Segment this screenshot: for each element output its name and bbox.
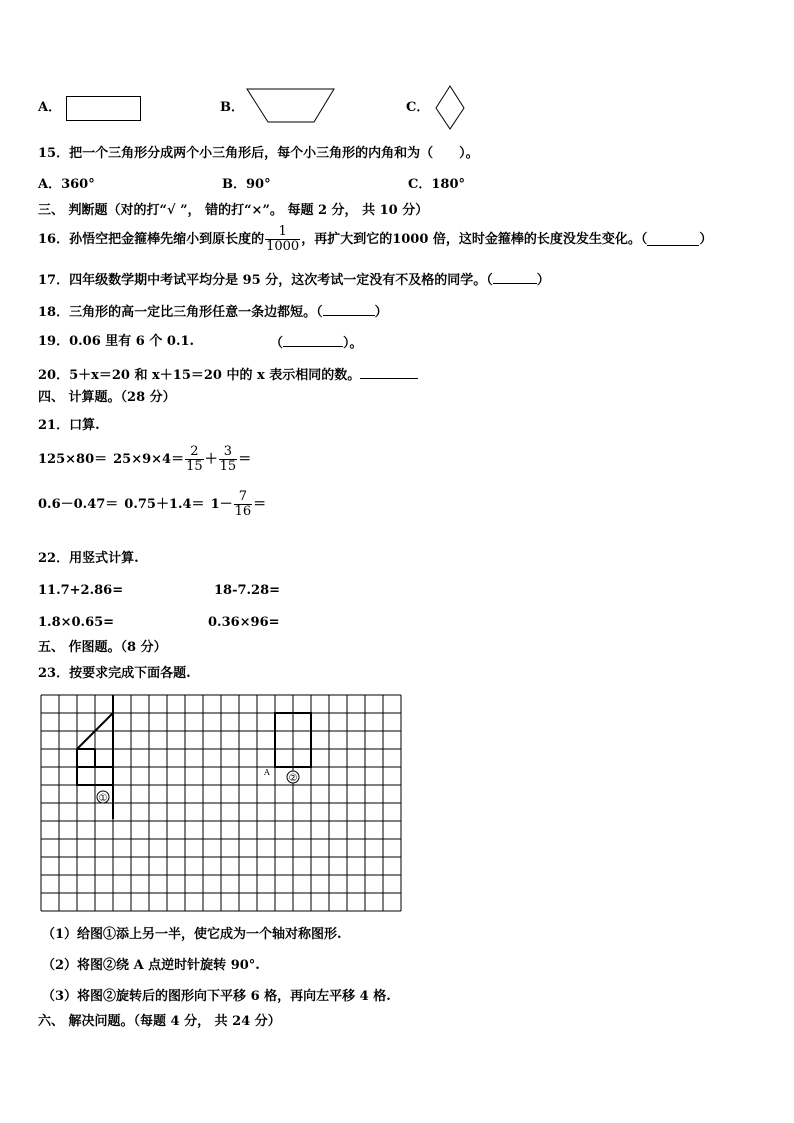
q18-text-end: ） bbox=[374, 305, 388, 320]
q21-fraction-1 bbox=[185, 445, 204, 474]
q18-answer-blank[interactable] bbox=[323, 303, 375, 316]
q21-fraction-1-numerator: 2 bbox=[190, 444, 199, 459]
q16-fraction bbox=[265, 225, 300, 254]
q21-expr-1: 125×80＝ bbox=[38, 451, 108, 467]
q21-expr-5: 0.75＋1.4＝ bbox=[124, 496, 205, 512]
q20-answer-blank[interactable] bbox=[360, 366, 418, 379]
q21-fraction-2-numerator: 3 bbox=[223, 444, 233, 459]
q21-fraction-1-denominator: 15 bbox=[186, 459, 203, 474]
rhombus-shape bbox=[434, 85, 466, 131]
trapezoid-shape bbox=[246, 88, 336, 124]
q21-fraction-2 bbox=[219, 445, 238, 474]
q22-expr-2: 18-7.28= bbox=[214, 583, 281, 598]
rectangle-shape bbox=[66, 96, 141, 121]
q16-text-post: ，再扩大到它的1000 倍，这时金箍棒的长度没发生变化。（ bbox=[301, 231, 648, 247]
section-3-heading: 三、 判断题（对的打“√ ”， 错的打“×”。 每题 2 分， 共 10 分） bbox=[38, 203, 429, 218]
q15-question: 15．把一个三角形分成两个小三角形后，每个小三角形的内角和为（ ）。 bbox=[38, 146, 479, 161]
q17-answer-blank[interactable] bbox=[493, 271, 537, 284]
q16-fraction-denominator: 1000 bbox=[266, 239, 300, 254]
q22-expr-3: 1.8×0.65= bbox=[38, 615, 115, 630]
point-a-label: A bbox=[264, 768, 270, 777]
q19-open: （ bbox=[270, 336, 284, 351]
q14-option-c-label: C． bbox=[406, 100, 430, 115]
q19-answer-blank[interactable] bbox=[283, 334, 343, 347]
q19-text-end: ）。 bbox=[343, 336, 363, 351]
q20-text: 20．5＋x＝20 和 x＋15＝20 中的 x 表示相同的数。 bbox=[38, 368, 361, 383]
q17-text-end: ） bbox=[536, 273, 550, 288]
q18-question bbox=[38, 303, 388, 321]
q19-question: 19．0.06 里有 6 个 0.1. bbox=[38, 334, 195, 349]
q14-option-b-label: B． bbox=[220, 100, 244, 115]
q21-fraction-3-denominator: 16 bbox=[234, 504, 252, 519]
q21-expr-4: 0.6－0.47＝ bbox=[38, 496, 119, 512]
q16-text-pre: 16．孙悟空把金箍棒先缩小到原长度的 bbox=[38, 231, 265, 247]
q18-text: 18．三角形的高一定比三角形任意一条边都短。（ bbox=[38, 305, 323, 320]
q22-expr-4: 0.36×96= bbox=[208, 615, 280, 630]
q23-sub-3: （3）将图②旋转后的图形向下平移 6 格，再向左平移 4 格. bbox=[42, 989, 391, 1004]
q23-sub-2: （2）将图②绕 A 点逆时针旋转 90°. bbox=[42, 958, 260, 973]
q22-title: 22．用竖式计算. bbox=[38, 551, 139, 566]
q21-plus: ＋ bbox=[204, 451, 218, 467]
q16-answer-blank[interactable] bbox=[647, 233, 699, 246]
q15-option-c: C．180° bbox=[408, 177, 465, 192]
figure-1-label: ① bbox=[98, 793, 108, 804]
grid-figure bbox=[40, 693, 404, 913]
figure-2-label: ② bbox=[288, 773, 298, 784]
q21-title: 21．口算. bbox=[38, 418, 100, 433]
q14-option-a-label: A． bbox=[38, 100, 62, 115]
q16-fraction-numerator: 1 bbox=[278, 224, 287, 239]
q21-expr-6-prefix: 1－ bbox=[210, 496, 233, 512]
q17-question bbox=[38, 271, 550, 289]
q21-row-1 bbox=[38, 445, 251, 474]
q15-option-b: B．90° bbox=[222, 177, 271, 192]
q21-equals: ＝ bbox=[238, 451, 252, 467]
q21-expr-2: 25×9×4＝ bbox=[113, 451, 185, 467]
section-4-heading: 四、 计算题。（28 分） bbox=[38, 390, 176, 405]
q21-row-2 bbox=[38, 490, 266, 519]
q21-fraction-3-numerator: 7 bbox=[238, 489, 248, 504]
q23-title: 23．按要求完成下面各题. bbox=[38, 666, 191, 681]
q22-expr-1: 11.7+2.86= bbox=[38, 583, 124, 598]
q21-fraction-2-denominator: 15 bbox=[219, 459, 237, 474]
section-6-heading: 六、 解决问题。（每题 4 分， 共 24 分） bbox=[38, 1014, 281, 1029]
section-5-heading: 五、 作图题。（8 分） bbox=[38, 640, 167, 655]
q21-equals-2: ＝ bbox=[253, 496, 267, 512]
q20-question bbox=[38, 366, 418, 384]
q16-question bbox=[38, 225, 712, 254]
q16-text-end: ） bbox=[699, 231, 713, 247]
q17-text: 17．四年级数学期中考试平均分是 95 分，这次考试一定没有不及格的同学。（ bbox=[38, 273, 493, 288]
q15-option-a: A．360° bbox=[38, 177, 95, 192]
q23-sub-1: （1）给图①添上另一半，使它成为一个轴对称图形. bbox=[42, 927, 342, 942]
q21-fraction-3 bbox=[234, 490, 253, 519]
q19-answer bbox=[270, 334, 363, 352]
